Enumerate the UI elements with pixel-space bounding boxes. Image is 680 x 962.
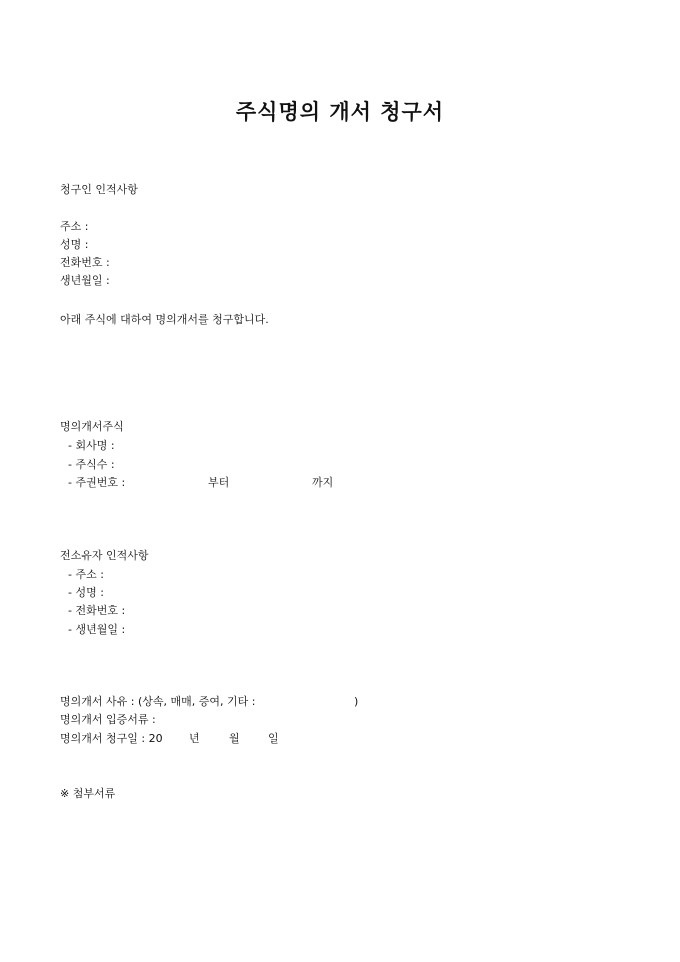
transferor-phone-label: - 전화번호 :	[68, 604, 126, 617]
transferor-heading: 전소유자 인적사항	[60, 549, 149, 562]
shares-from-label: 부터	[208, 476, 230, 489]
claimant-birth-label: 생년월일 :	[60, 274, 110, 287]
transfer-day-label: 일	[268, 732, 279, 745]
transfer-documents-label: 명의개서 입증서류 :	[60, 713, 156, 726]
request-sentence: 아래 주식에 대하여 명의개서를 청구합니다.	[60, 313, 269, 326]
shares-count-label: - 주식수 :	[68, 458, 115, 471]
claimant-address-label: 주소 :	[60, 220, 89, 233]
transfer-reason-close: )	[354, 695, 359, 708]
transfer-date-label: 명의개서 청구일 : 20	[60, 732, 163, 745]
transferor-address-label: - 주소 :	[68, 568, 104, 581]
document-title: 주식명의 개서 청구서	[235, 100, 445, 124]
claimant-name-label: 성명 :	[60, 238, 89, 251]
transfer-reason-label: 명의개서 사유 : (상속, 매매, 증여, 기타 :	[60, 695, 256, 708]
shares-cert-no-label: - 주권번호 :	[68, 476, 126, 489]
attachments-heading: ※ 첨부서류	[60, 787, 116, 800]
transfer-year-label: 년	[189, 732, 200, 745]
shares-to-label: 까지	[312, 476, 334, 489]
shares-company-label: - 회사명 :	[68, 439, 115, 452]
transferor-birth-label: - 생년월일 :	[68, 623, 126, 636]
transferor-name-label: - 성명 :	[68, 586, 104, 599]
claimant-heading: 청구인 인적사항	[60, 183, 138, 196]
transfer-month-label: 월	[229, 732, 240, 745]
shares-heading: 명의개서주식	[60, 420, 124, 433]
claimant-phone-label: 전화번호 :	[60, 256, 110, 269]
